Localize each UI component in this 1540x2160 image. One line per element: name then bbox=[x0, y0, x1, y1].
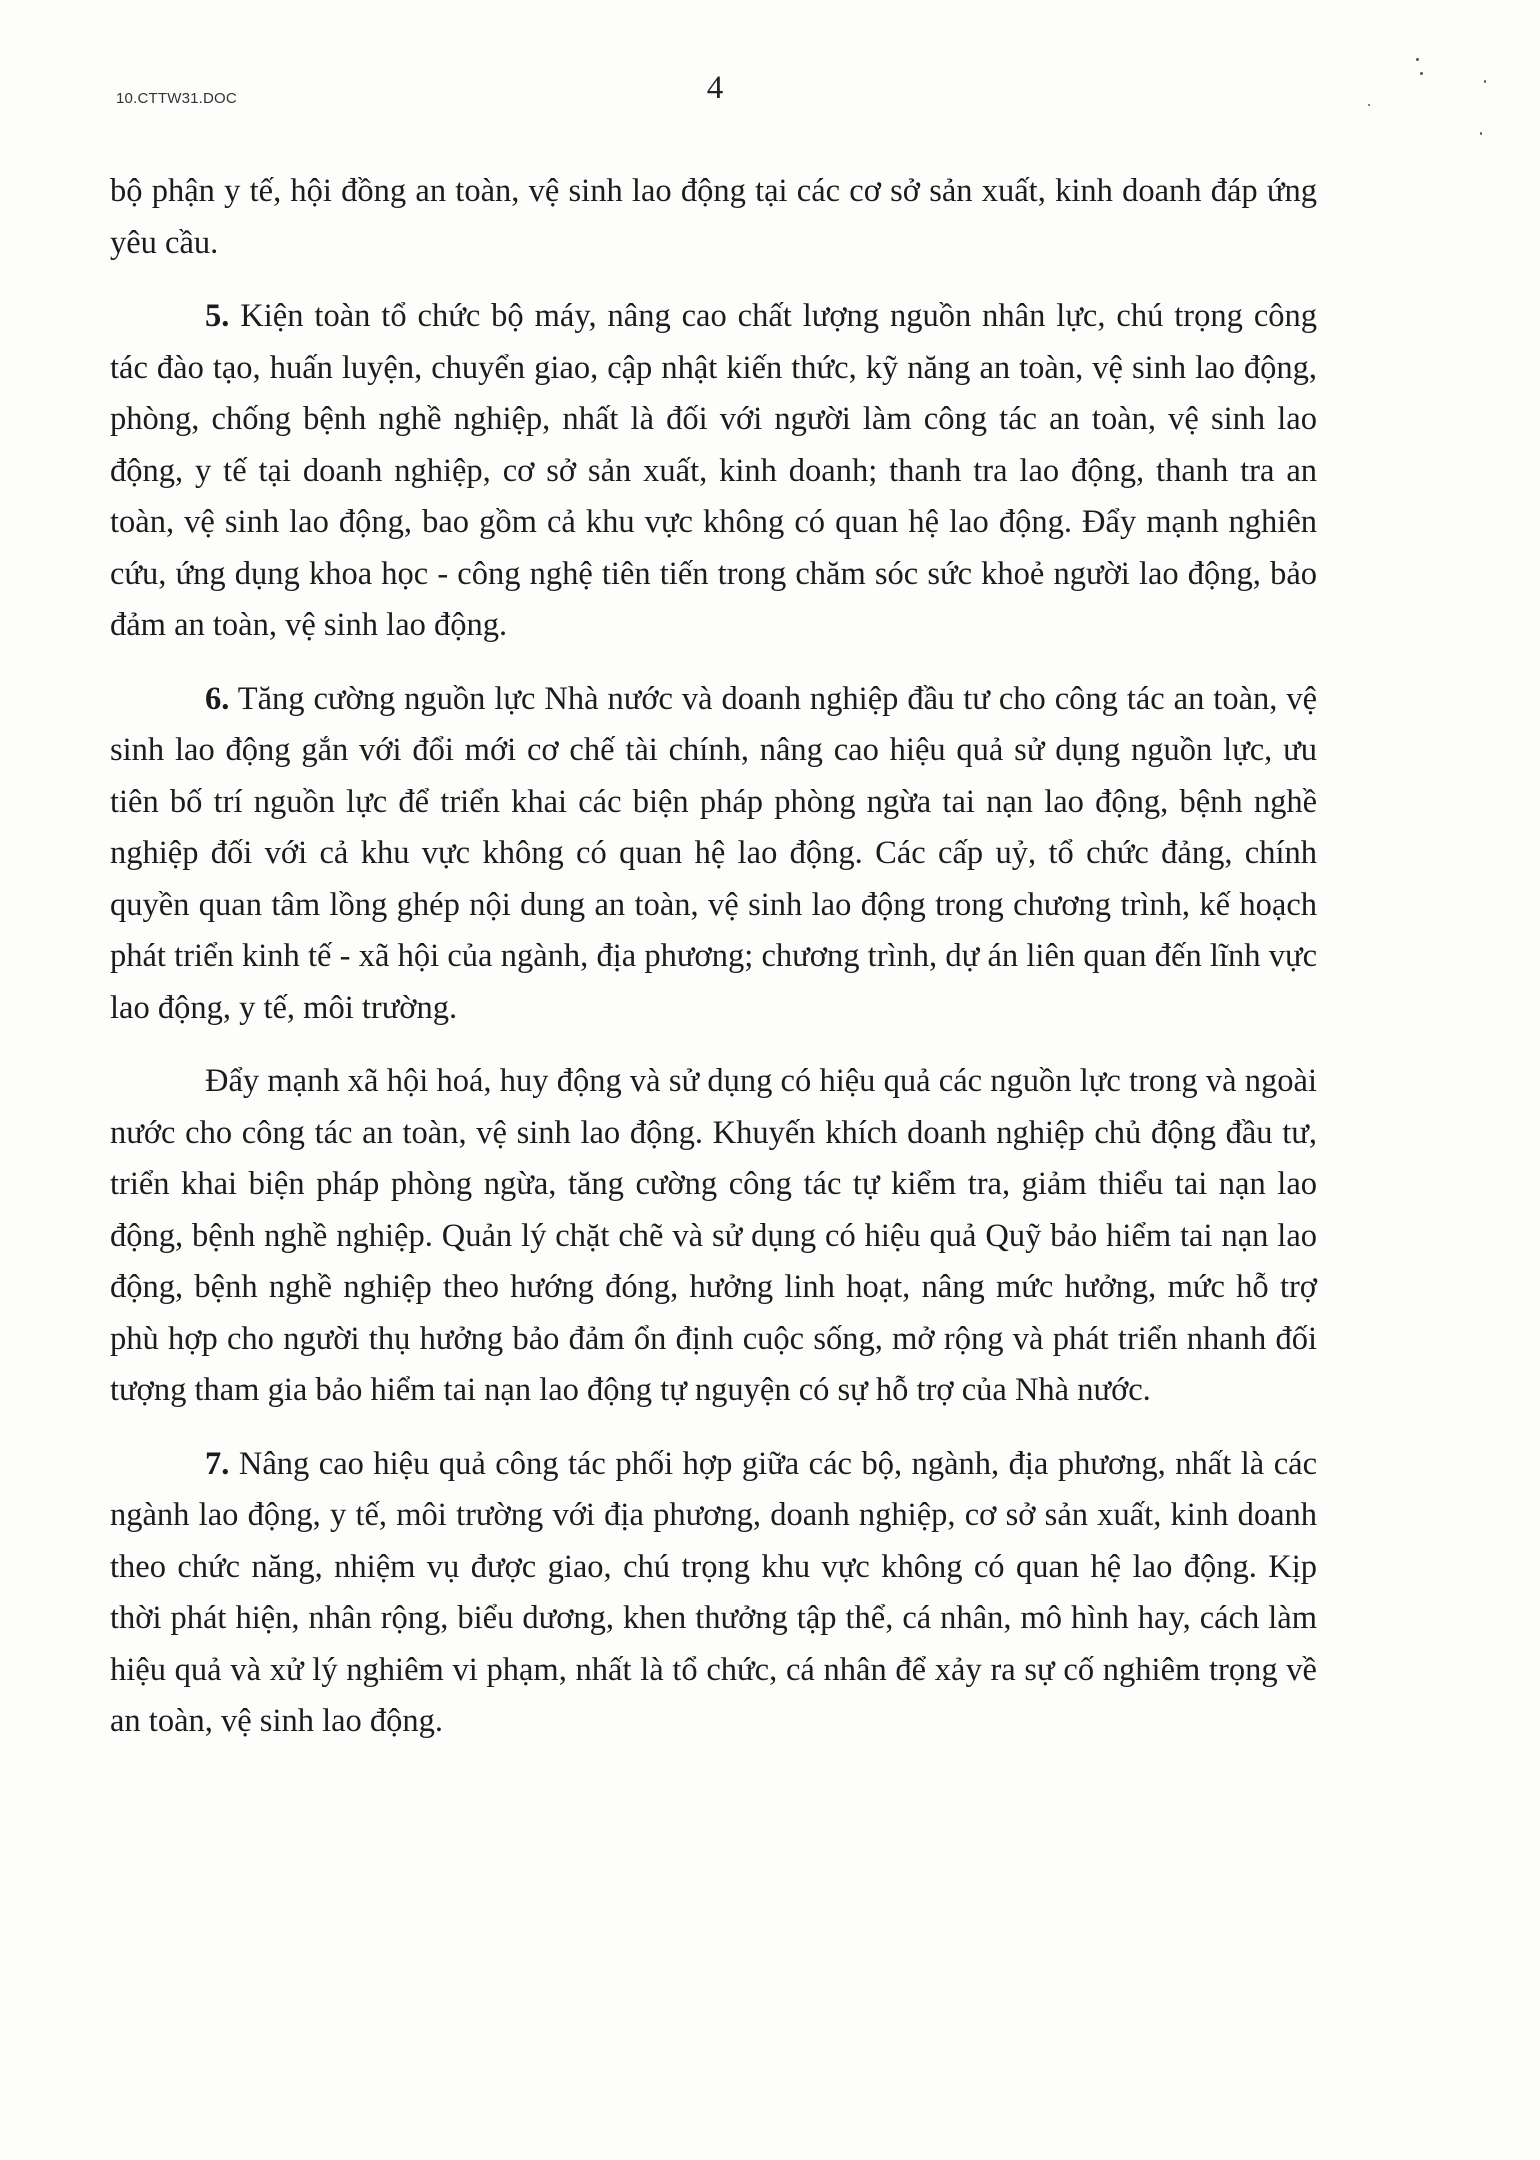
paragraph-number: 5. bbox=[205, 298, 230, 334]
document-body bbox=[110, 166, 1317, 1770]
paragraph-item-5 bbox=[110, 291, 1317, 652]
paragraph-continuation bbox=[110, 166, 1317, 269]
paragraph-number: 6. bbox=[205, 680, 230, 717]
paragraph-item-6 bbox=[110, 674, 1317, 1035]
paragraph-text: Nâng cao hiệu quả công tác phối hợp giữa các bộ, ngành, địa phương, nhất là các ngành lao động, y tế, môi trường với địa phương, doanh nghiệp, cơ sở sản xuất, kinh doanh theo chức năng, nhiệm vụ được giao, chú trọng khu vực không có quan hệ lao động. Kịp thời phát hiện, nhân rộng, biểu dương, khen thưởng tập thể, cá nhân, mô hình hay, cách làm hiệu quả và xử lý nghiêm vi phạm, nhất là tổ chức, cá nhân để xảy ra sự cố nghiêm trọng về an toàn, vệ sinh lao động. bbox=[110, 1445, 1317, 1739]
paragraph-text: Kiện toàn tổ chức bộ máy, nâng cao chất lượng nguồn nhân lực, chú trọng công tác đào tạo, huấn luyện, chuyển giao, cập nhật kiến thức, kỹ năng an toàn, vệ sinh lao động, phòng, chống bệnh nghề nghiệp, nhất là đối với người làm công tác an toàn, vệ sinh lao động, y tế tại doanh nghiệp, cơ sở sản xuất, kinh doanh; thanh tra lao động, thanh tra an toàn, vệ sinh lao động, bao gồm cả khu vực không có quan hệ lao động. Đẩy mạnh nghiên cứu, ứng dụng khoa học - công nghệ tiên tiến trong chăm sóc sức khoẻ người lao động, bảo đảm an toàn, vệ sinh lao động. bbox=[110, 298, 1317, 643]
paragraph-text: Tăng cường nguồn lực Nhà nước và doanh nghiệp đầu tư cho công tác an toàn, vệ sinh lao động gắn với đổi mới cơ chế tài chính, nâng cao hiệu quả sử dụng nguồn lực, ưu tiên bố trí nguồn lực để triển khai các biện pháp phòng ngừa tai nạn lao động, bệnh nghề nghiệp đối với cả khu vực không có quan hệ lao động. Các cấp uỷ, tổ chức đảng, chính quyền quan tâm lồng ghép nội dung an toàn, vệ sinh lao động trong chương trình, kế hoạch phát triển kinh tế - xã hội của ngành, địa phương; chương trình, dự án liên quan đến lĩnh vực lao động, y tế, môi trường. bbox=[110, 680, 1317, 1026]
scan-speck bbox=[1484, 80, 1486, 83]
paragraph-text: bộ phận y tế, hội đồng an toàn, vệ sinh lao động tại các cơ sở sản xuất, kinh doanh đáp ứng yêu cầu. bbox=[110, 173, 1317, 261]
scan-speck bbox=[1420, 72, 1423, 75]
scan-speck bbox=[1480, 132, 1482, 135]
scan-speck bbox=[1416, 58, 1419, 61]
file-id: 10.CTTW31.DOC bbox=[116, 90, 237, 107]
paragraph-item-7 bbox=[110, 1439, 1317, 1748]
paragraph-item-6-continued bbox=[110, 1056, 1317, 1417]
paragraph-number: 7. bbox=[205, 1445, 230, 1482]
paragraph-text: Đẩy mạnh xã hội hoá, huy động và sử dụng có hiệu quả các nguồn lực trong và ngoài nước cho công tác an toàn, vệ sinh lao động. Khuyến khích doanh nghiệp chủ động đầu tư, triển khai biện pháp phòng ngừa, tăng cường công tác tự kiểm tra, giảm thiểu tai nạn lao động, bệnh nghề nghiệp. Quản lý chặt chẽ và sử dụng có hiệu quả Quỹ bảo hiểm tai nạn lao động, bệnh nghề nghiệp theo hướng đóng, hưởng linh hoạt, nâng mức hưởng, mức hỗ trợ phù hợp cho người thụ hưởng bảo đảm ổn định cuộc sống, mở rộng và phát triển nhanh đối tượng tham gia bảo hiểm tai nạn lao động tự nguyện có sự hỗ trợ của Nhà nước. bbox=[110, 1063, 1317, 1408]
page-number: 4 bbox=[706, 70, 724, 106]
scan-speck bbox=[1368, 104, 1370, 106]
